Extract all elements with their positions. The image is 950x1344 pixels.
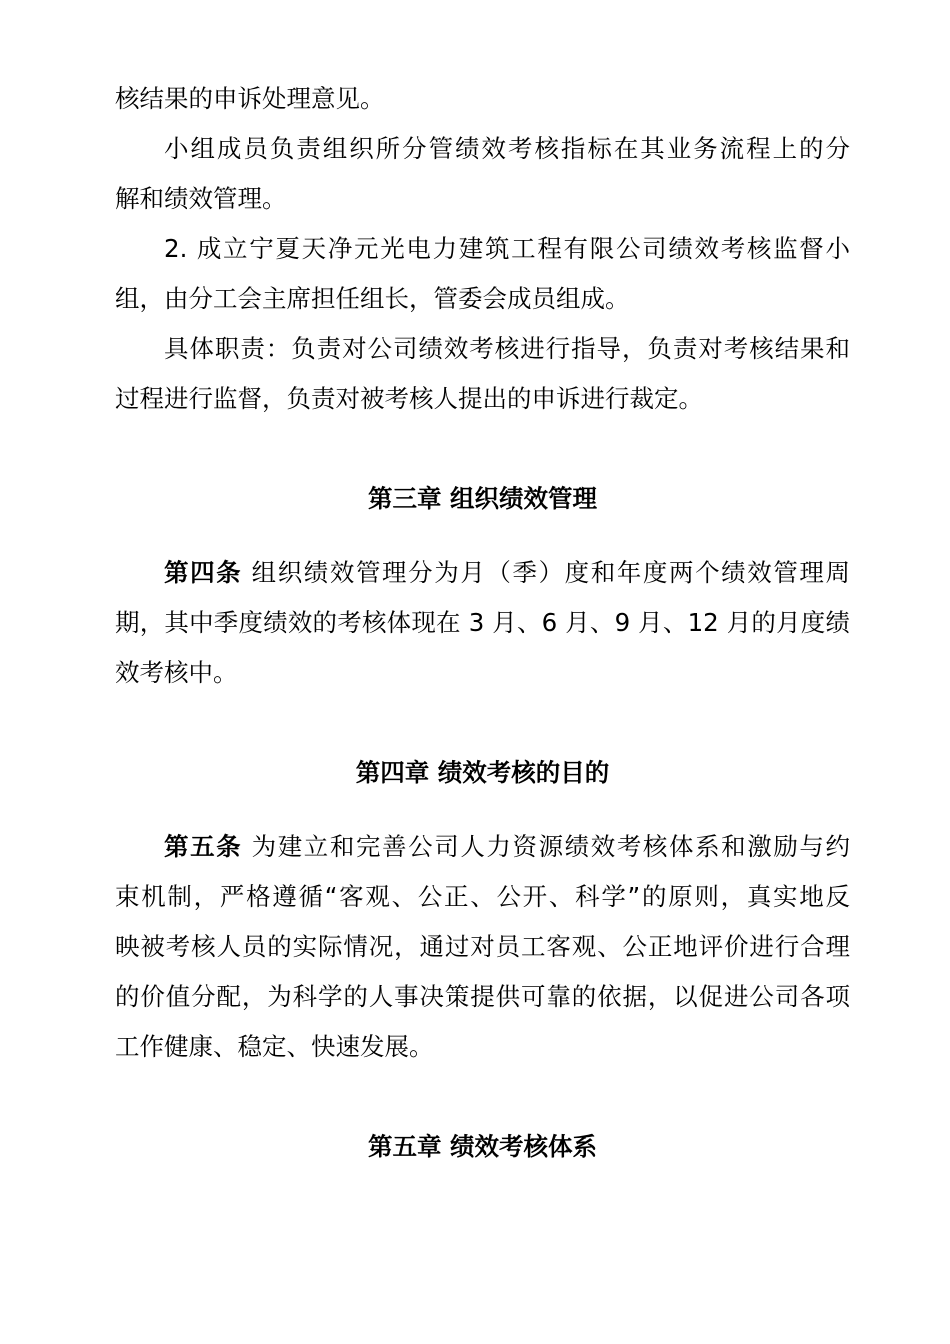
text-line: 期，其中季度绩效的考核体现在 3 月、6 月、9 月、12 月的月度绩 — [115, 608, 850, 637]
text-line: 第四条 组织绩效管理分为月（季）度和年度两个绩效管理周 — [164, 558, 850, 587]
chapter-4-heading: 第四章 绩效考核的目的 — [355, 758, 610, 787]
text-line: 第五条 为建立和完善公司人力资源绩效考核体系和激励与约 — [164, 832, 850, 861]
text-line: 工作健康、稳定、快速发展。 — [115, 1032, 434, 1061]
text-line: 映被考核人员的实际情况，通过对员工客观、公正地评价进行合理 — [115, 932, 850, 961]
text-line: 核结果的申诉处理意见。 — [115, 84, 385, 113]
document-page — [115, 74, 850, 1172]
text-line: 效考核中。 — [115, 658, 238, 687]
text-line: 束机制，严格遵循“客观、公正、公开、科学”的原则，真实地反 — [115, 882, 850, 911]
text-line: 具体职责：负责对公司绩效考核进行指导，负责对考核结果和 — [164, 334, 850, 363]
text-line: 2. 成立宁夏天净元光电力建筑工程有限公司绩效考核监督小 — [164, 234, 850, 263]
article-label: 第四条 — [164, 558, 243, 587]
text-line: 过程进行监督，负责对被考核人提出的申诉进行裁定。 — [115, 384, 703, 413]
article-4 — [115, 548, 850, 698]
text-line: 的价值分配，为科学的人事决策提供可靠的依据，以促进公司各项 — [115, 982, 850, 1011]
chapter-5-heading: 第五章 绩效考核体系 — [367, 1132, 598, 1161]
paragraph-supervision-group — [115, 224, 850, 324]
text-line: 组，由分工会主席担任组长，管委会成员组成。 — [115, 284, 630, 313]
article-5 — [115, 822, 850, 1072]
article-label: 第五条 — [164, 832, 243, 861]
paragraph-member-duties — [115, 124, 850, 224]
paragraph-specific-duties — [115, 324, 850, 424]
paragraph-appeal-handling — [115, 74, 850, 124]
chapter-3-heading: 第三章 组织绩效管理 — [367, 484, 598, 513]
text-line: 小组成员负责组织所分管绩效考核指标在其业务流程上的分 — [164, 134, 850, 163]
text-line: 解和绩效管理。 — [115, 184, 287, 213]
